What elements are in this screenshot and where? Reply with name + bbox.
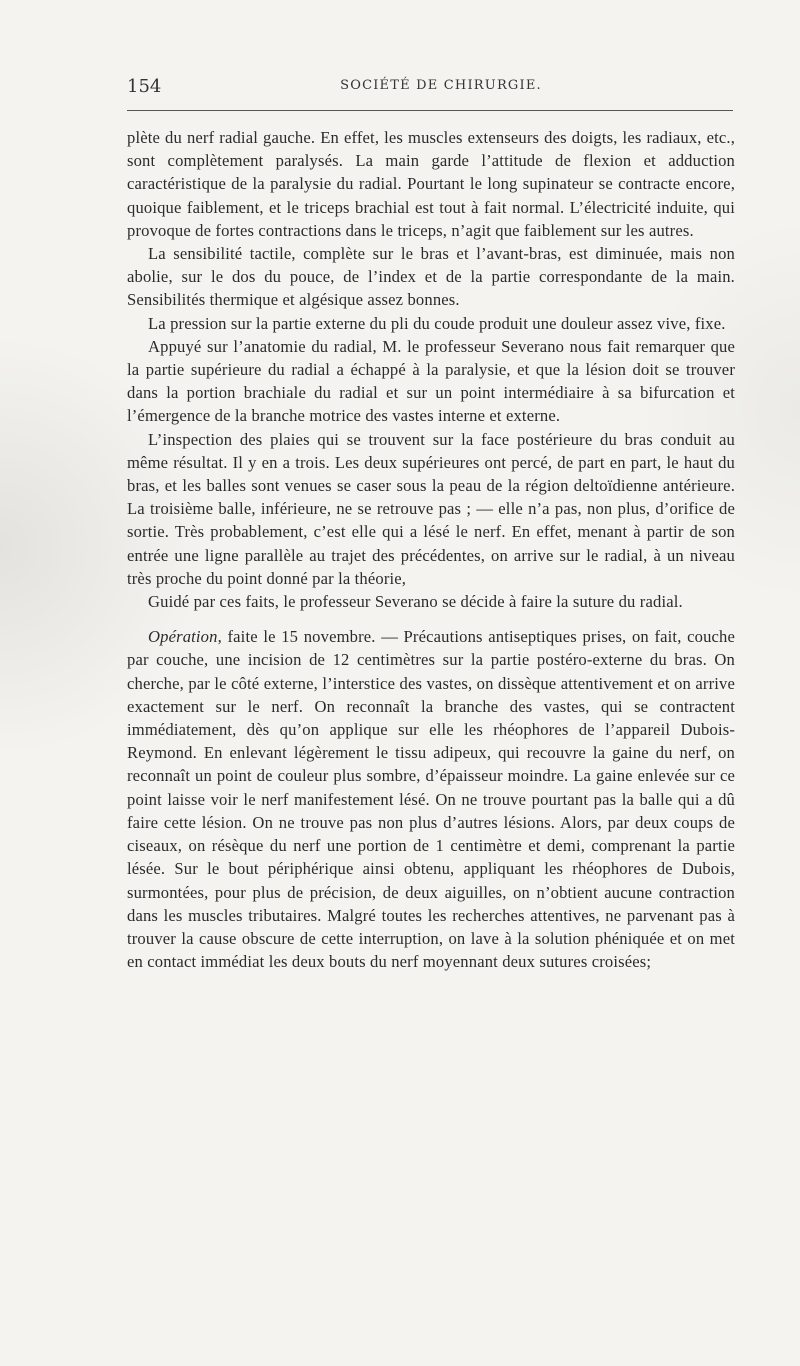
paragraph: plète du nerf radial gauche. En effet, les muscles extenseurs des doigts, les radiaux, etc., sont complètement paralysés. La main garde l’attitude de flexion et adduction caractéristique de la paralysie du radial. Pourtant le long supinateur se contracte encore, quoique faiblement, et le triceps brachial est tout à fait normal. L’électricité induite, qui provoque de fortes contractions dans le triceps, n’agit que faiblement sur les autres.	[127, 128, 735, 240]
paragraph: La pression sur la partie externe du pli du coude produit une douleur assez vive, fixe.	[148, 313, 726, 333]
header-rule	[127, 110, 733, 111]
running-title: SOCIÉTÉ DE CHIRURGIE.	[340, 78, 542, 93]
page-number: 154	[127, 76, 162, 97]
paragraph: La sensibilité tactile, complète sur le bras et l’avant-bras, est diminuée, mais non abolie, sur le dos du pouce, de l’index et de la partie correspondante de la main. Sensibilités thermique et algésique assez bonnes.	[127, 244, 735, 310]
italic-lead: Opération	[148, 627, 218, 647]
paragraph: Appuyé sur l’anatomie du radial, M. le professeur Severano nous fait remarquer que la partie supérieure du radial a échappé à la paralysie, et que la lésion doit se trouver dans la portion brachiale du radial et sur un point intermédiaire à sa bifurcation et l’émergence de la branche motrice des vastes interne et externe.	[127, 336, 735, 426]
paragraph-gap	[127, 613, 735, 625]
paragraph: L’inspection des plaies qui se trouvent sur la face postérieure du bras conduit au même résultat. Il y en a trois. Les deux supérieures ont percé, de part en part, le haut du bras, et les balles sont venues se caser sous la peau de la région deltoïdienne antérieure. La troisième balle, inférieure, ne se retrouve pas ; — elle n’a pas, non plus, d’orifice de sortie. Très probablement, c’est elle qui a lésé le nerf. En effet, menant à partir de son entrée une ligne parallèle au trajet des précédentes, on arrive sur le radial, à un niveau très proche du point donné par la théorie,	[127, 429, 735, 588]
body-text	[127, 126, 735, 973]
paragraph-text: , faite le 15 novembre. — Précautions antiseptiques prises, on fait, couche par couche, une incision de 12 centimètres sur la partie postéro-externe du bras. On cherche, par le côté externe, l’interstice des vastes, on dissèque attentivement et on arrive exactement sur le nerf. On reconnaît la branche des vastes, qui se contractent immédiatement, dès qu’on applique sur elle les rhéophores de l’appareil Dubois-Reymond. En enlevant légèrement le tissu adipeux, qui recouvre la gaine du nerf, on reconnaît un point de couleur plus sombre, d’épaisseur moindre. La gaine enlevée sur ce point laisse voir le nerf manifestement lésé. On ne trouve pourtant pas la balle qui a dû faire cette lésion. On ne trouve pas non plus d’autres lésions. Alors, par deux coups de ciseaux, on résèque du nerf une portion de 1 centimètre et demi, comprenant la partie lésée. Sur le bout périphérique ainsi obtenu, appliquant les rhéophores de Dubois, surmontées, pour plus de précision, de deux aiguilles, on n’obtient aucune contraction dans les muscles tributaires. Malgré toutes les recherches attentives, ne parvenant pas à trouver la cause obscure de cette interruption, on lave à la solution phéniquée et on met en contact immédiat les deux bouts du nerf moyennant deux sutures croisées;	[127, 627, 735, 972]
paragraph: Guidé par ces faits, le professeur Severano se décide à faire la suture du radial.	[148, 592, 683, 612]
paragraph-operation	[127, 625, 735, 973]
running-head	[127, 76, 735, 100]
